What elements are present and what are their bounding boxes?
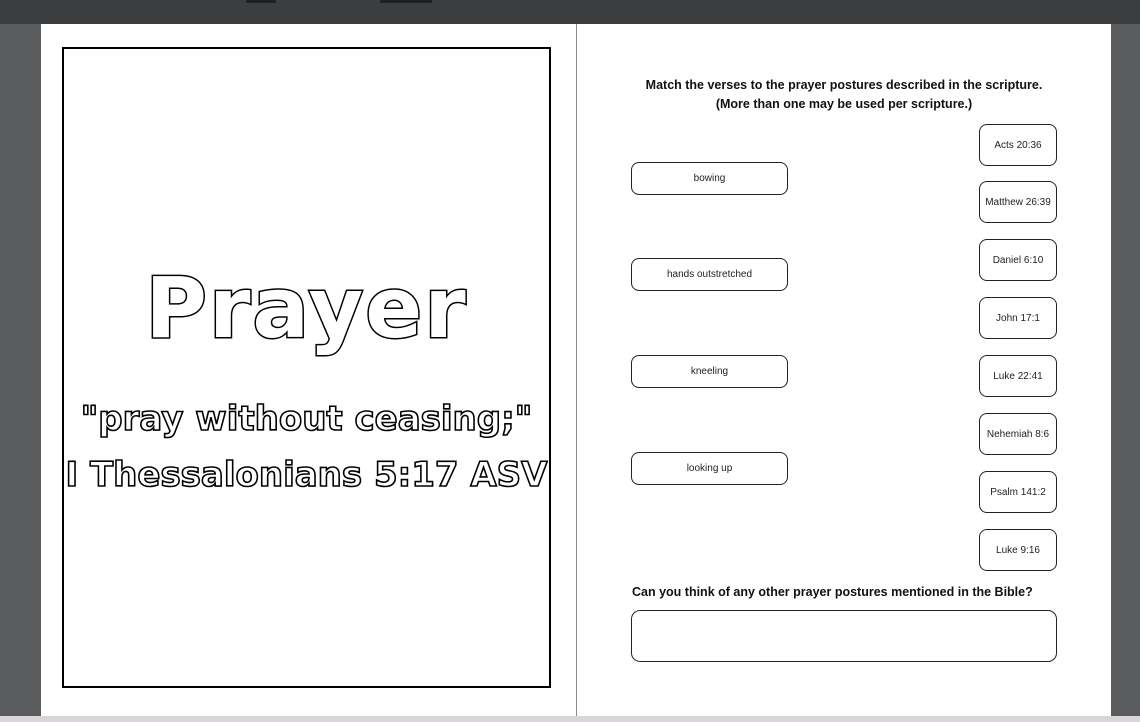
toolbar-control[interactable] xyxy=(246,0,276,3)
verse-box: Matthew 26:39 xyxy=(979,181,1057,223)
cover-frame xyxy=(62,47,551,688)
posture-hands-outstretched: hands outstretched xyxy=(631,258,788,291)
cover-page xyxy=(41,24,576,716)
verse-box: Luke 9:16 xyxy=(979,529,1057,571)
posture-bowing: bowing xyxy=(631,162,788,195)
viewer-toolbar xyxy=(0,0,1140,24)
posture-kneeling: kneeling xyxy=(631,355,788,388)
verse-box: Nehemiah 8:6 xyxy=(979,413,1057,455)
verse-box: Luke 22:41 xyxy=(979,355,1057,397)
cover-title: Prayer xyxy=(145,259,468,357)
question-text: Can you think of any other prayer postures mentioned in the Bible? xyxy=(632,585,1033,599)
verse-box: Daniel 6:10 xyxy=(979,239,1057,281)
posture-looking-up: looking up xyxy=(631,452,788,485)
worksheet-page xyxy=(577,24,1111,716)
cover-reference: I Thessalonians 5:17 ASV xyxy=(65,455,548,495)
viewer-bottom-bar xyxy=(0,716,1140,722)
instruction-line-2: (More than one may be used per scripture.) xyxy=(715,97,973,111)
verse-box: Acts 20:36 xyxy=(979,124,1057,166)
instruction-line-1: Match the verses to the prayer postures described in the scripture. xyxy=(645,78,1043,92)
toolbar-control[interactable] xyxy=(380,0,432,3)
verse-box: Psalm 141:2 xyxy=(979,471,1057,513)
cover-quote: "pray without ceasing;" xyxy=(80,399,533,439)
verse-box: John 17:1 xyxy=(979,297,1057,339)
answer-box[interactable] xyxy=(631,610,1057,662)
